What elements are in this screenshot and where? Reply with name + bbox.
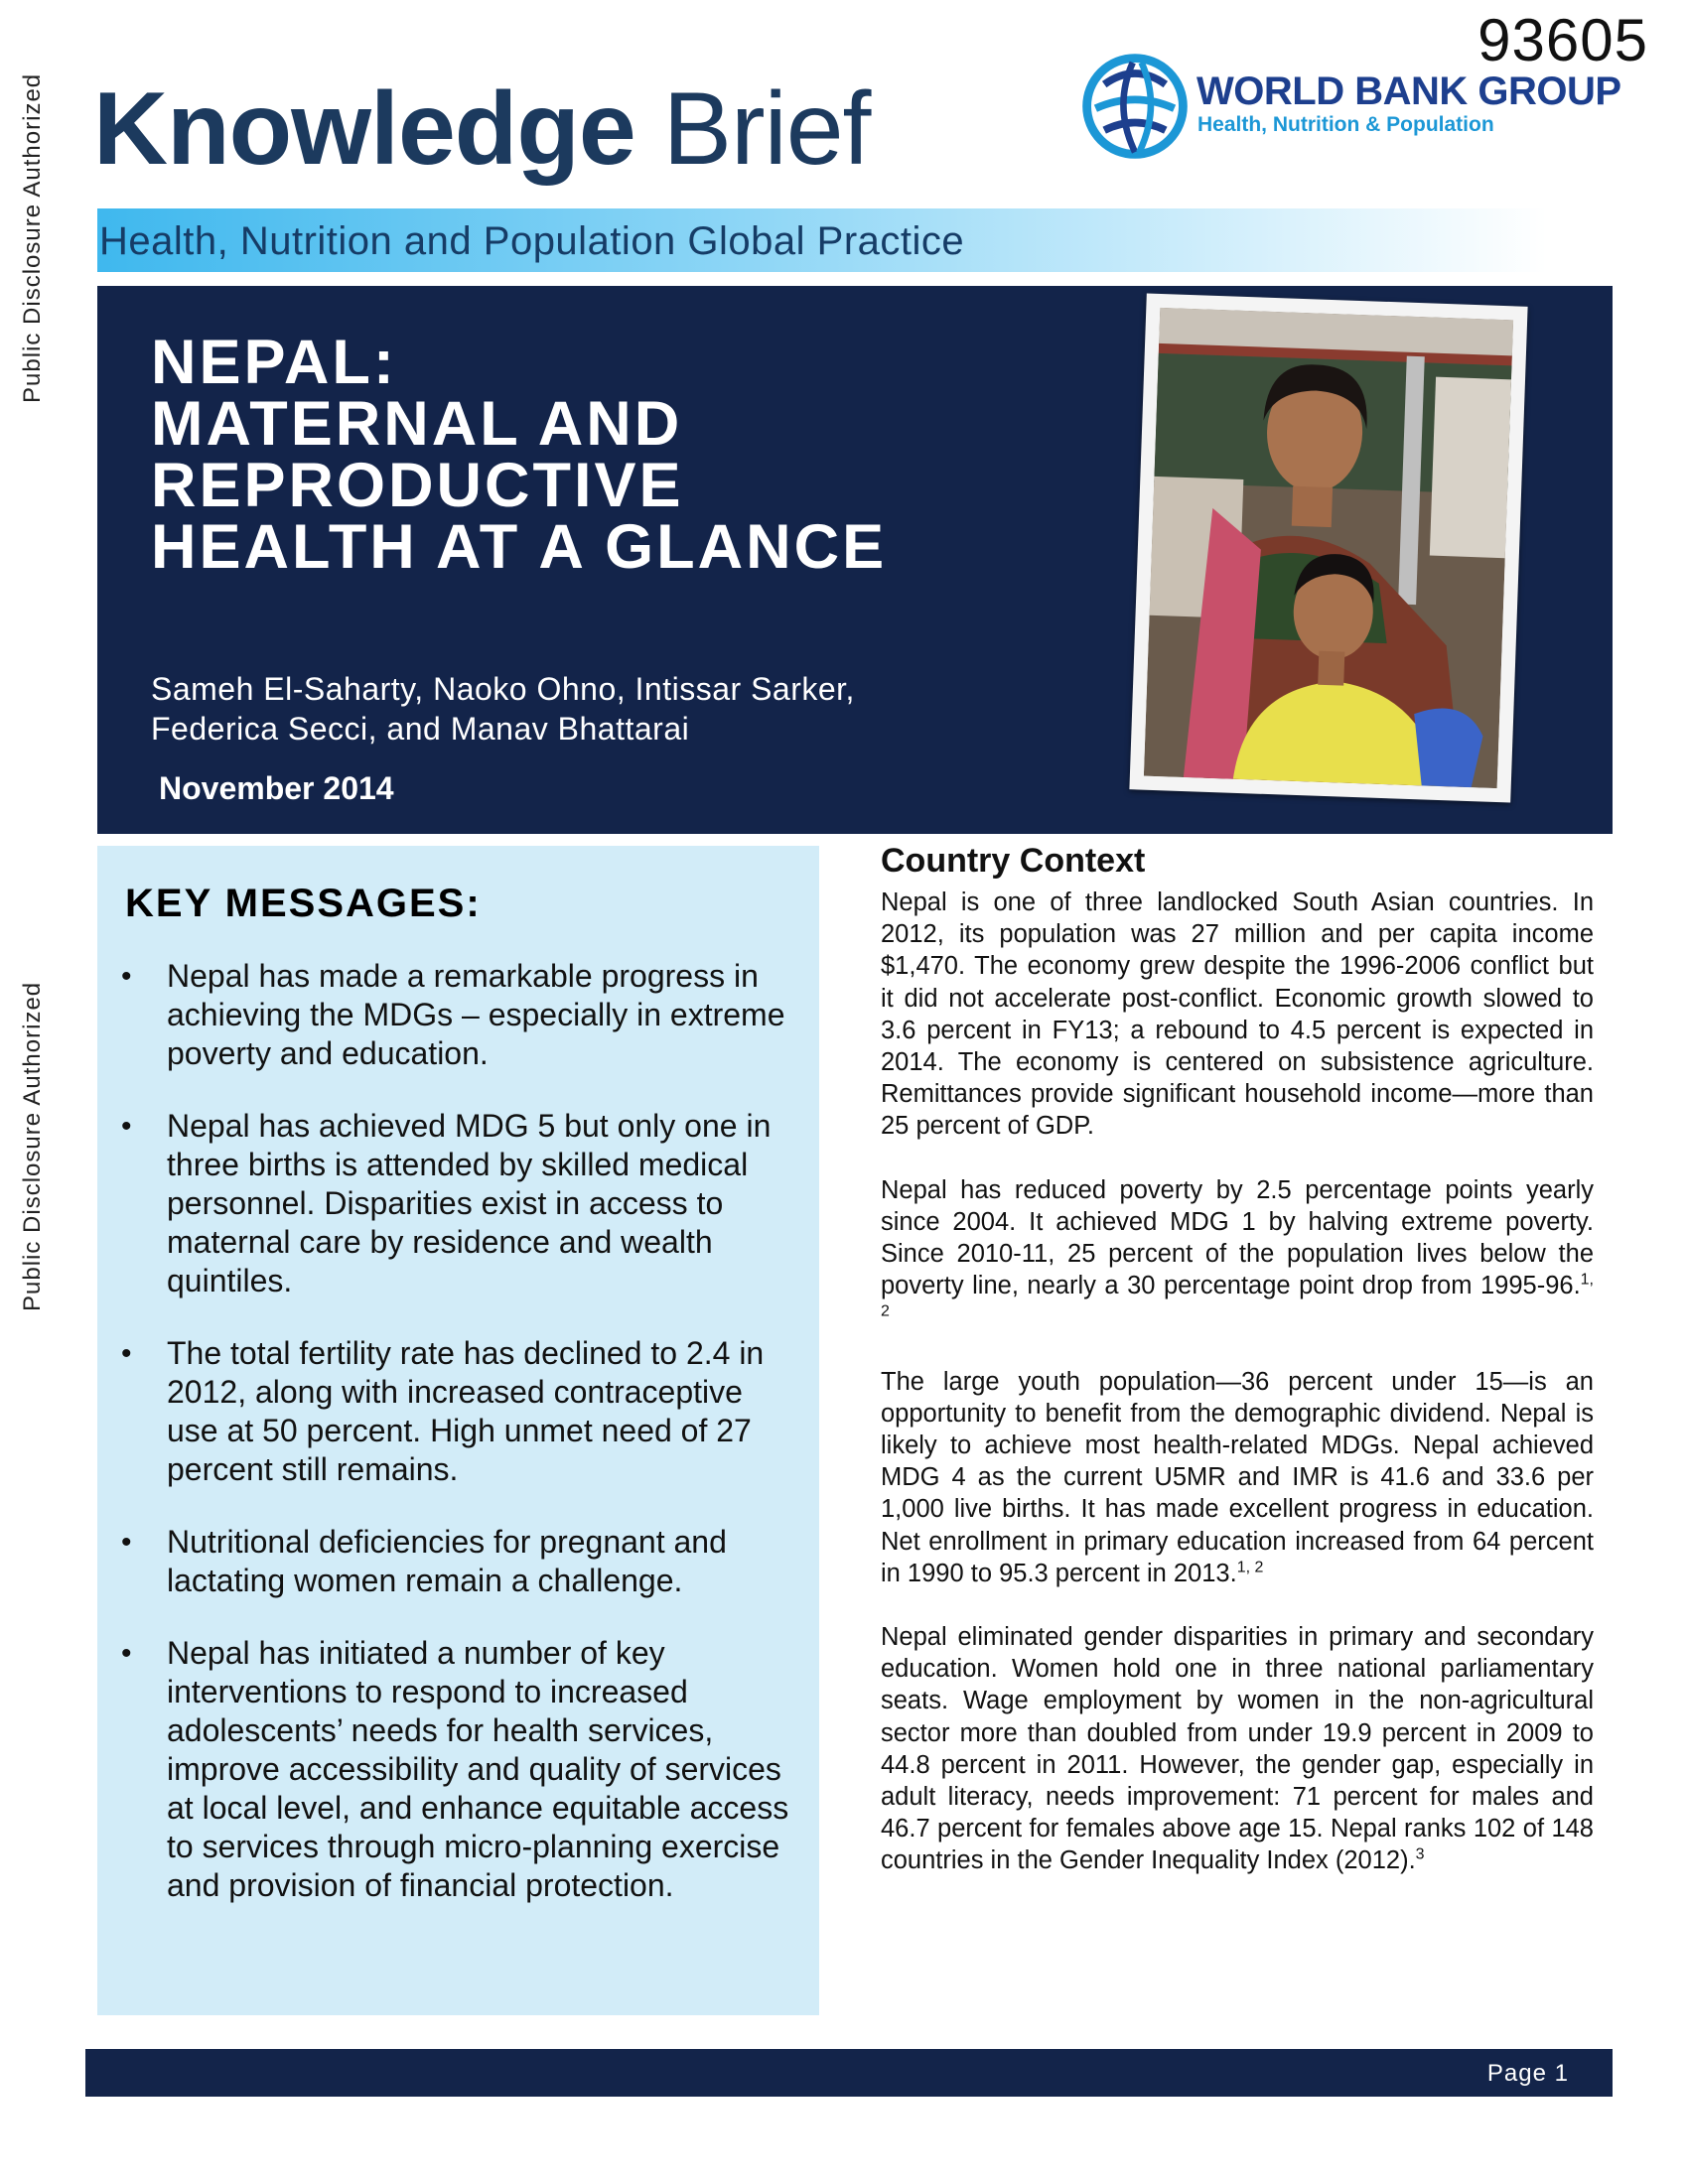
footnote-ref: 1, 2 <box>1236 1559 1264 1576</box>
key-message-item: • Nepal has made a remarkable progress in achieving the MDGs – especially in extreme poverty and education. <box>121 957 796 1073</box>
hero-title-line: NEPAL: <box>151 328 397 397</box>
key-message-item: • The total fertility rate has declined to 2.4 in 2012, along with increased contraceptive use at 50 percent. High unmet need of 27 percent still remains. <box>121 1334 796 1489</box>
practice-label: Health, Nutrition and Population Global Practice <box>99 219 965 263</box>
context-paragraph <box>881 1366 1594 1589</box>
footnote-ref: 3 <box>1415 1845 1425 1863</box>
context-text: Nepal eliminated gender disparities in primary and secondary education. Women hold one in three national parliamentary seats. Wage employment by women in the non-agricultural sector more than doubled from under 19.9 percent in 2009 to 44.8 percent in 2011. However, the gender gap, especially in adult literacy, needs improvement: 71 percent for males and 46.7 percent for females above age 15. Nepal ranks 102 of 148 countries in the Gender Inequality Index (2012). <box>881 1623 1594 1875</box>
org-name: WORLD BANK GROUP <box>1196 69 1621 113</box>
key-message-item: • Nepal has initiated a number of key interventions to respond to increased adolescents’ needs for health services, improve accessibility and quality of services at local level, and enhance equitable access to services through micro-planning exercise and provision of financial protection. <box>121 1634 796 1905</box>
title-light: Brief <box>662 71 871 187</box>
key-message-item: • Nepal has achieved MDG 5 but only one in three births is attended by skilled medical personnel. Disparities exist in access to maternal care by residence and wealth quintiles. <box>121 1107 796 1300</box>
country-context-title: Country Context <box>881 842 1146 880</box>
hero-title-line: MATERNAL AND <box>151 389 683 459</box>
country-context-section <box>881 842 1594 1909</box>
key-messages-box <box>97 846 819 2015</box>
cover-photo <box>1129 293 1527 802</box>
footer-bar <box>85 2049 1613 2097</box>
page-number: Page 1 <box>1486 2060 1569 2087</box>
footnote-ref: 1, 2 <box>881 1271 1594 1320</box>
mother-child-photo <box>1144 308 1513 788</box>
hero-title-line: REPRODUCTIVE <box>151 451 684 520</box>
authors-line: Sameh El-Saharty, Naoko Ohno, Intissar Sarker, <box>151 671 855 707</box>
title-bold: Knowledge <box>93 71 635 187</box>
context-text: The large youth population—36 percent under 15—is an opportunity to benefit from the demographic dividend. Nepal is likely to achieve most health-related MDGs. Nepal achieved MDG 4 as the current U5MR and IMR is 41.6 and 33.6 per 1,000 live births. It has made excellent progress in education. Net enrollment in primary education increased from 64 percent in 1990 to 95.3 percent in 2013. <box>881 1367 1594 1587</box>
disclosure-note-bottom: Public Disclosure Authorized <box>19 981 46 1312</box>
key-messages-title: KEY MESSAGES: <box>125 882 482 925</box>
context-text: Nepal has reduced poverty by 2.5 percentage points yearly since 2004. It achieved MDG 1 by halving extreme poverty. Since 2010-11, 25 percent of the population lives below the poverty line, nearly a 30 percentage point drop from 1995-96. <box>881 1175 1594 1300</box>
world-bank-globe-icon <box>1080 52 1190 161</box>
hero-title-line: HEALTH AT A GLANCE <box>151 512 888 582</box>
context-text: Nepal is one of three landlocked South Asian countries. In 2012, its population was 27 million and per capita income $1,470. The economy grew despite the 1996-2006 conflict but it did not accelerate post-conflict. Economic growth slowed to 3.6 percent in FY13; a rebound to 4.5 percent is expected in 2014. The economy is centered on subsistence agriculture. Remittances provide significant household income—more than 25 percent of GDP. <box>881 888 1594 1141</box>
publication-date: November 2014 <box>159 770 394 806</box>
hero-title <box>151 328 888 582</box>
key-messages-list <box>121 957 796 1939</box>
disclosure-note-top: Public Disclosure Authorized <box>19 72 46 404</box>
document-id: 93605 <box>1477 7 1648 73</box>
authors-line: Federica Secci, and Manav Bhattarai <box>151 711 690 747</box>
context-paragraph <box>881 1174 1594 1334</box>
org-subtitle: Health, Nutrition & Population <box>1197 113 1494 136</box>
knowledge-brief-title <box>93 71 871 187</box>
authors <box>151 669 855 749</box>
context-paragraph <box>881 887 1594 1143</box>
context-paragraph <box>881 1621 1594 1877</box>
practice-band <box>97 208 1547 272</box>
key-message-item: • Nutritional deficiencies for pregnant and lactating women remain a challenge. <box>121 1523 796 1600</box>
